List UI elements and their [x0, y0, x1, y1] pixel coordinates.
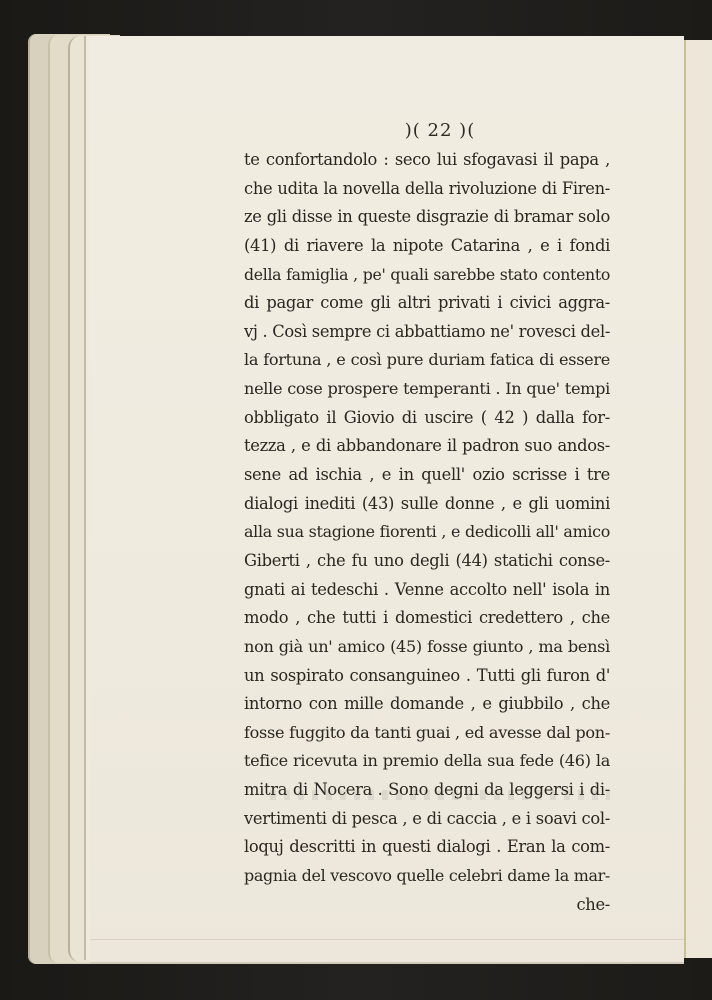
- text-line: tezza , e di abbandonare il padron suo andos-: [244, 436, 610, 456]
- text-line: ze gli disse in queste disgrazie di bramar solo: [244, 207, 610, 227]
- text-line: gnati ai tedeschi . Venne accolto nell' isola in: [244, 579, 610, 599]
- text-line: loquj descritti in questi dialogi . Eran la com-: [244, 837, 610, 857]
- text-line: obbligato il Giovio di uscire ( 42 ) dalla for-: [244, 407, 610, 427]
- text-line: alla sua stagione fiorenti , e dedicolli all' amico: [244, 522, 610, 542]
- text-line: di pagar come gli altri privati i civici aggra-: [244, 293, 610, 313]
- text-line: la fortuna , e così pure duriam fatica di essere: [244, 350, 610, 370]
- text-line: pagnia del vescovo quelle celebri dame la mar-: [244, 866, 610, 886]
- text-line: te confortandolo : seco lui sfogavasi il papa ,: [244, 150, 610, 169]
- text-line: Giberti , che fu uno degli (44) statichi conse-: [244, 550, 610, 570]
- catchword: che-: [576, 894, 610, 914]
- text-line: (41) di riavere la nipote Catarina , e i fondi: [244, 235, 610, 255]
- text-line: tefice ricevuta in premio della sua fede (46) la: [244, 751, 610, 771]
- text-line: vertimenti di pesca , e di caccia , e i soavi col-: [244, 808, 610, 828]
- text-line: dialogi inediti (43) sulle donne , e gli uomini: [244, 493, 610, 513]
- text-line: della famiglia , pe' quali sarebbe stato contento: [244, 264, 610, 284]
- text-line: non già un' amico (45) fosse giunto , ma bensì: [244, 636, 610, 656]
- body-text: [244, 146, 610, 919]
- text-line: nelle cose prospere temperanti . In que' tempi: [244, 379, 610, 399]
- text-line: intorno con mille domande , e giubbilo , che: [244, 694, 610, 714]
- page-number-header: )( 22 )(: [404, 120, 476, 141]
- text-line: un sospirato consanguineo . Tutti gli furon d': [244, 665, 610, 685]
- facing-page-edge: [684, 40, 712, 958]
- text-line: che udita la novella della rivoluzione di Firen-: [244, 178, 610, 198]
- text-line: sene ad ischia , e in quell' ozio scrisse i tre: [244, 465, 610, 485]
- text-line: mitra di Nocera . Sono degni da leggersi i di-: [244, 780, 610, 800]
- text-line: modo , che tutti i domestici credettero , che: [244, 608, 610, 628]
- text-line: vj . Così sempre ci abbattiamo ne' rovesci del-: [244, 321, 611, 341]
- text-line: fosse fuggito da tanti guai , ed avesse dal pon-: [244, 722, 610, 742]
